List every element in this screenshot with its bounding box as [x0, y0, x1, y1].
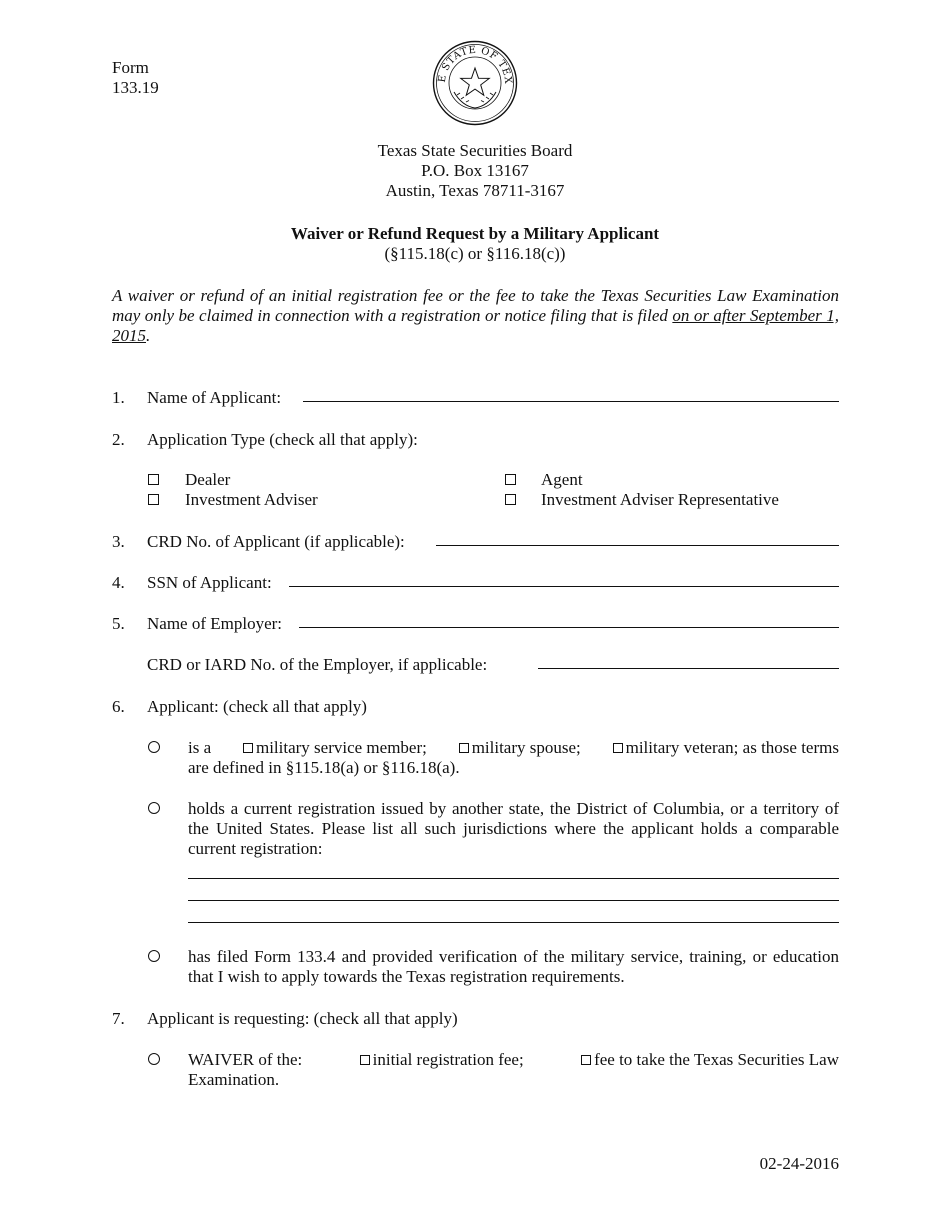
- form-revision-date: 02-24-2016: [759, 1154, 839, 1173]
- form-label-line1: Form: [112, 58, 149, 77]
- form-label: [112, 58, 159, 98]
- military-spouse-label: military spouse;: [471, 738, 581, 757]
- employer-name-label: Name of Employer:: [147, 614, 283, 633]
- form-133-4-radio[interactable]: [148, 950, 160, 962]
- agent-checkbox[interactable]: [505, 474, 516, 485]
- item-3-number: 3.: [112, 532, 125, 551]
- investment-adviser-checkbox[interactable]: [148, 494, 159, 505]
- crd-label: CRD No. of Applicant (if applicable):: [147, 532, 405, 551]
- po-box: P.O. Box 13167: [421, 161, 529, 180]
- employer-crd-field[interactable]: [538, 668, 839, 669]
- military-status-prefix: is a: [188, 738, 212, 757]
- initial-fee-option: [360, 1050, 524, 1070]
- dealer-checkbox[interactable]: [148, 474, 159, 485]
- intro-period: .: [146, 326, 151, 345]
- seal-emblem: [432, 40, 518, 126]
- item-1-number: 1.: [112, 388, 125, 407]
- waiver-option: [188, 1050, 839, 1090]
- jurisdictions-line-2[interactable]: [188, 900, 839, 901]
- ssn-field[interactable]: [289, 586, 839, 587]
- city-state-zip: Austin, Texas 78711-3167: [385, 181, 565, 200]
- applicant-name-label: Name of Applicant:: [147, 388, 282, 407]
- service-member-checkbox[interactable]: [243, 743, 253, 753]
- jurisdictions-line-1[interactable]: [188, 878, 839, 879]
- form-133-4-text: has filed Form 133.4 and provided verification of the military service, training, or education that I wish to apply towards the Texas registration requirements.: [188, 947, 839, 986]
- service-member-option: [243, 738, 427, 758]
- service-member-label: military service member;: [255, 738, 427, 757]
- application-type-label: Application Type (check all that apply):: [147, 430, 418, 449]
- employer-crd-label: CRD or IARD No. of the Employer, if applicable:: [147, 655, 488, 674]
- agent-label: Agent: [541, 470, 583, 489]
- form-title-block: [0, 224, 950, 264]
- intro-text: A waiver or refund of an initial registration fee or the fee to take the Texas Securities Law Examination may only be claimed in connection with a registration or notice filing that is filed: [112, 286, 839, 325]
- waiver-line1: [188, 1050, 839, 1070]
- exam-fee-label: fee to take the Texas Securities Law: [594, 1050, 839, 1069]
- intro-effective-date: on or after September 1, 2015: [112, 306, 839, 345]
- military-veteran-label: military veteran; as those terms: [625, 738, 839, 757]
- military-veteran-checkbox[interactable]: [613, 743, 623, 753]
- exam-fee-option: [581, 1050, 839, 1070]
- iar-label: Investment Adviser Representative: [541, 490, 779, 509]
- investment-adviser-label: Investment Adviser: [185, 490, 318, 509]
- waiver-radio[interactable]: [148, 1053, 160, 1065]
- other-registration-text: holds a current registration issued by another state, the District of Columbia, or a territory of the United States. Please list all such jurisdictions where the applicant holds a comparable current registration:: [188, 799, 839, 858]
- employer-name-field[interactable]: [299, 627, 839, 628]
- other-registration-radio[interactable]: [148, 802, 160, 814]
- waiver-prefix: WAIVER of the:: [188, 1050, 303, 1069]
- form-number: 133.19: [112, 78, 159, 97]
- intro-paragraph: [112, 286, 839, 346]
- item-7-number: 7.: [112, 1009, 125, 1028]
- spouse-option: [459, 738, 581, 758]
- jurisdictions-line-3[interactable]: [188, 922, 839, 923]
- item-6-number: 6.: [112, 697, 125, 716]
- form-title-citation: (§115.18(c) or §116.18(c)): [384, 244, 566, 263]
- exam-fee-checkbox[interactable]: [581, 1055, 591, 1065]
- military-status-line1: [188, 738, 839, 758]
- initial-fee-label: initial registration fee;: [372, 1050, 524, 1069]
- military-status-line2: are defined in §115.18(a) or §116.18(a).: [188, 758, 460, 777]
- applicant-name-field[interactable]: [303, 401, 839, 402]
- initial-fee-checkbox[interactable]: [360, 1055, 370, 1065]
- veteran-option: [613, 738, 839, 758]
- request-type-label: Applicant is requesting: (check all that apply): [147, 1009, 458, 1028]
- form-title: Waiver or Refund Request by a Military Applicant: [290, 224, 660, 243]
- org-name: Texas State Securities Board: [377, 141, 573, 160]
- applicant-status-label: Applicant: (check all that apply): [147, 697, 367, 716]
- address-block: [0, 141, 950, 201]
- item-4-number: 4.: [112, 573, 125, 592]
- waiver-line2: Examination.: [188, 1070, 280, 1089]
- crd-field[interactable]: [436, 545, 839, 546]
- dealer-label: Dealer: [185, 470, 231, 489]
- military-spouse-checkbox[interactable]: [459, 743, 469, 753]
- item-2-number: 2.: [112, 430, 125, 449]
- ssn-label: SSN of Applicant:: [147, 573, 272, 592]
- texas-state-seal: [432, 40, 518, 126]
- iar-checkbox[interactable]: [505, 494, 516, 505]
- military-status-radio[interactable]: [148, 741, 160, 753]
- item-5-number: 5.: [112, 614, 125, 633]
- seal-text: E STATE OF TEX: [436, 44, 514, 85]
- military-status-option: [188, 738, 839, 778]
